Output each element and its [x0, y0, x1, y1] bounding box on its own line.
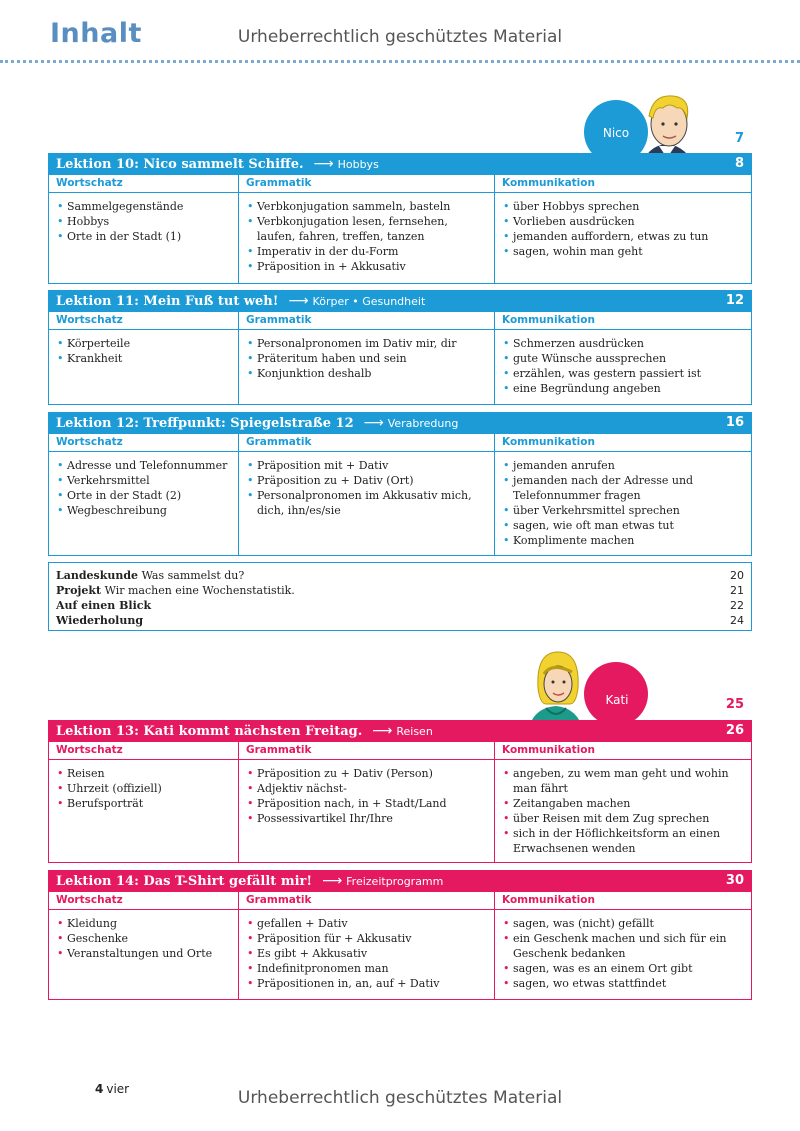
col-header-wortschatz: Wortschatz	[49, 312, 239, 329]
lesson-14-title-bar	[48, 870, 752, 892]
list-item: • sagen, wie oft man etwas tut	[503, 518, 745, 533]
arrow-right-icon: ⟶	[288, 293, 309, 309]
col-header-kommunikation: Kommunikation	[502, 314, 595, 326]
extras-page: 22	[730, 599, 744, 612]
lesson-11-title-bar	[48, 290, 752, 312]
list-item: • Präpositionen in, an, auf + Dativ	[247, 976, 488, 991]
list-item: • Veranstaltungen und Orte	[57, 946, 232, 961]
list-item: • Sammelgegenstände	[57, 199, 232, 214]
extras-page: 21	[730, 584, 744, 597]
lesson-13-table	[48, 742, 752, 863]
list-item: • Kleidung	[57, 916, 232, 931]
list-item: • gefallen + Dativ	[247, 916, 488, 931]
list-item: • Adjektiv nächst-	[247, 781, 488, 796]
extras-text: Was sammelst du?	[141, 569, 245, 582]
lesson-title: Lektion 11: Mein Fuß tut weh!	[56, 294, 279, 309]
col-header-wortschatz: Wortschatz	[49, 175, 239, 192]
module1-extras	[48, 562, 752, 631]
lesson-title: Lektion 14: Das T-Shirt gefällt mir!	[56, 874, 313, 889]
lesson-topic: Hobbys	[337, 158, 379, 171]
list-item: • über Reisen mit dem Zug sprechen	[503, 811, 745, 826]
extras-text: Wir machen eine Wochenstatistik.	[104, 584, 295, 597]
list-item: • sich in der Höflichkeitsform an einen Erwachsenen wenden	[503, 826, 745, 856]
extras-label: Projekt	[56, 584, 102, 597]
arrow-right-icon: ⟶	[372, 723, 393, 739]
col-header-grammatik: Grammatik	[239, 892, 495, 909]
list-item: • Adresse und Telefonnummer	[57, 458, 232, 473]
list-item: • erzählen, was gestern passiert ist	[503, 366, 745, 381]
list-item: • jemanden nach der Adresse und Telefonnummer fragen	[503, 473, 745, 503]
extras-page: 24	[730, 614, 744, 627]
lesson-title: Lektion 12: Treffpunkt: Spiegelstraße 12	[56, 416, 354, 431]
list-item: • Präposition in + Akkusativ	[247, 259, 488, 274]
lesson-12-title-bar	[48, 412, 752, 434]
list-item: • über Verkehrsmittel sprechen	[503, 503, 745, 518]
col-header-grammatik: Grammatik	[239, 175, 495, 192]
extras-label: Landeskunde	[56, 569, 139, 582]
list-item: • jemanden auffordern, etwas zu tun	[503, 229, 745, 244]
list-item: • Verbkonjugation sammeln, basteln	[247, 199, 488, 214]
dotted-divider	[0, 60, 800, 63]
list-item: • jemanden anrufen	[503, 458, 745, 473]
list-item: • Vorlieben ausdrücken	[503, 214, 745, 229]
extras-row-landeskunde	[56, 568, 744, 583]
extras-row-projekt	[56, 583, 744, 598]
lesson-page: 26	[725, 723, 744, 738]
arrow-right-icon: ⟶	[363, 415, 384, 431]
list-item: • Präposition nach, in + Stadt/Land	[247, 796, 488, 811]
col-header-wortschatz: Wortschatz	[49, 892, 239, 909]
list-item: • Orte in der Stadt (1)	[57, 229, 232, 244]
col-header-wortschatz: Wortschatz	[49, 434, 239, 451]
list-item: • Präteritum haben und sein	[247, 351, 488, 366]
list-item: • Verkehrsmittel	[57, 473, 232, 488]
extras-label: Auf einen Blick	[56, 599, 152, 612]
lesson-11-table	[48, 312, 752, 405]
lesson-10-title-bar	[48, 153, 752, 175]
lesson-14-table	[48, 892, 752, 1000]
list-item: • gute Wünsche aussprechen	[503, 351, 745, 366]
list-item: • Berufsporträt	[57, 796, 232, 811]
lesson-page: 16	[725, 415, 744, 430]
extras-page: 20	[730, 569, 744, 582]
lesson-13-title-bar	[48, 720, 752, 742]
list-item: • angeben, zu wem man geht und wohin man fährt	[503, 766, 745, 796]
list-item: • Hobbys	[57, 214, 232, 229]
arrow-right-icon: ⟶	[313, 156, 334, 172]
list-item: • sagen, was es an einem Ort gibt	[503, 961, 745, 976]
col-header-grammatik: Grammatik	[239, 312, 495, 329]
list-item: • sagen, wo etwas stattfindet	[503, 976, 745, 991]
list-item: • Indefinitpronomen man	[247, 961, 488, 976]
lesson-topic: Freizeitprogramm	[346, 875, 444, 888]
lesson-page: 30	[725, 873, 744, 888]
lesson-page: 12	[725, 293, 744, 308]
watermark-top: Urheberrechtlich geschütztes Material	[237, 27, 563, 47]
list-item: • eine Begründung angeben	[503, 381, 745, 396]
col-header-wortschatz: Wortschatz	[49, 742, 239, 759]
list-item: • Zeitangaben machen	[503, 796, 745, 811]
list-item: • Uhrzeit (offiziell)	[57, 781, 232, 796]
extras-row-auf-einen-blick	[56, 598, 744, 613]
list-item: • Verbkonjugation lesen, fernsehen, laufen, fahren, treffen, tanzen	[247, 214, 488, 244]
col-header-kommunikation: Kommunikation	[502, 177, 595, 189]
col-header-grammatik: Grammatik	[239, 742, 495, 759]
page-title: Inhalt	[50, 18, 142, 49]
page-number-digit: 4	[95, 1082, 104, 1096]
watermark-bottom: Urheberrechtlich geschütztes Material	[237, 1088, 563, 1108]
list-item: • Personalpronomen im Dativ mir, dir	[247, 336, 488, 351]
col-header-kommunikation: Kommunikation	[502, 744, 595, 756]
lesson-topic: Körper • Gesundheit	[312, 295, 426, 308]
lesson-10-table	[48, 175, 752, 284]
list-item: • Präposition zu + Dativ (Person)	[247, 766, 488, 781]
list-item: • Präposition für + Akkusativ	[247, 931, 488, 946]
col-header-kommunikation: Kommunikation	[502, 436, 595, 448]
col-header-kommunikation: Kommunikation	[502, 894, 595, 906]
list-item: • Körperteile	[57, 336, 232, 351]
col-header-grammatik: Grammatik	[239, 434, 495, 451]
list-item: • ein Geschenk machen und sich für ein Geschenk bedanken	[503, 931, 745, 961]
list-item: • Wegbeschreibung	[57, 503, 232, 518]
extras-row-wiederholung	[56, 613, 744, 628]
list-item: • Imperativ in der du-Form	[247, 244, 488, 259]
list-item: • Geschenke	[57, 931, 232, 946]
lesson-topic: Reisen	[396, 725, 433, 738]
list-item: • Orte in der Stadt (2)	[57, 488, 232, 503]
lesson-page: 8	[734, 156, 744, 171]
list-item: • über Hobbys sprechen	[503, 199, 745, 214]
lesson-topic: Verabredung	[387, 417, 459, 430]
list-item: • sagen, wohin man geht	[503, 244, 745, 259]
nico-name: Nico	[602, 126, 630, 140]
list-item: • Possessivartikel Ihr/Ihre	[247, 811, 488, 826]
module2-start-page: 25	[725, 697, 744, 712]
list-item: • Reisen	[57, 766, 232, 781]
arrow-right-icon: ⟶	[322, 873, 343, 889]
lesson-12-table	[48, 434, 752, 556]
lesson-title: Lektion 10: Nico sammelt Schiffe.	[56, 157, 304, 172]
list-item: • Schmerzen ausdrücken	[503, 336, 745, 351]
list-item: • Präposition zu + Dativ (Ort)	[247, 473, 488, 488]
lesson-title: Lektion 13: Kati kommt nächsten Freitag.	[56, 724, 363, 739]
list-item: • sagen, was (nicht) gefällt	[503, 916, 745, 931]
extras-label: Wiederholung	[56, 614, 144, 627]
list-item: • Personalpronomen im Akkusativ mich, dich, ihn/es/sie	[247, 488, 488, 518]
list-item: • Konjunktion deshalb	[247, 366, 488, 381]
kati-name: Kati	[605, 693, 629, 707]
module1-start-page: 7	[734, 131, 744, 146]
list-item: • Komplimente machen	[503, 533, 745, 548]
page-number-word: vier	[106, 1082, 130, 1096]
list-item: • Krankheit	[57, 351, 232, 366]
list-item: • Präposition mit + Dativ	[247, 458, 488, 473]
list-item: • Es gibt + Akkusativ	[247, 946, 488, 961]
